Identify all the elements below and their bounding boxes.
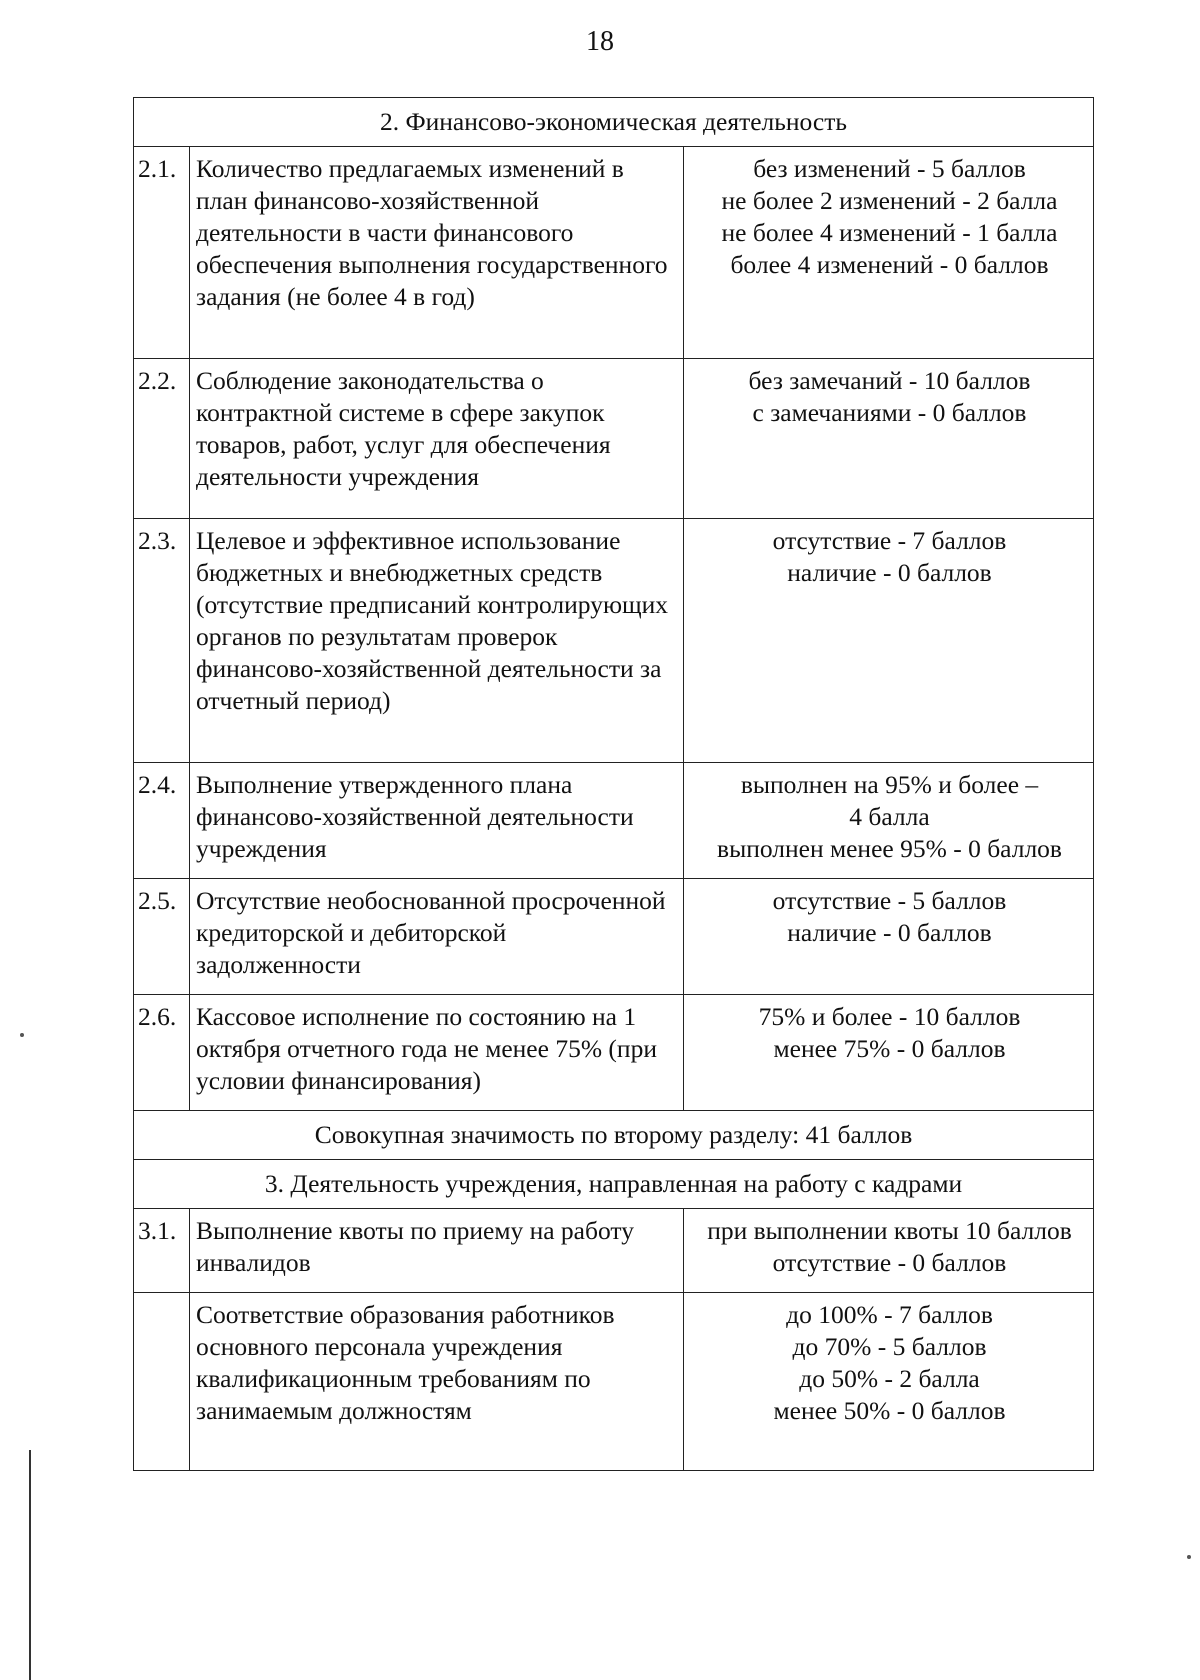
score-line: наличие - 0 баллов — [787, 558, 992, 587]
score-line: наличие - 0 баллов — [787, 918, 992, 947]
row-number: 2.1. — [134, 147, 190, 359]
score-line: без замечаний - 10 баллов — [748, 366, 1031, 395]
table-row — [134, 879, 1094, 995]
table-row — [134, 359, 1094, 519]
section-summary: Совокупная значимость по второму разделу: 41 баллов — [134, 1111, 1094, 1160]
scan-speck — [20, 1033, 24, 1037]
table-row — [134, 519, 1094, 763]
criterion-text: Соблюдение законодательства о контрактной системе в сфере закупок товаров, работ, услуг для обеспечения деятельности учреждения — [190, 359, 684, 519]
score-line: более 4 изменений - 0 баллов — [730, 250, 1049, 279]
score-line: не более 2 изменений - 2 балла — [721, 186, 1058, 215]
score-cell — [684, 995, 1094, 1111]
page-number: 18 — [586, 26, 614, 57]
score-line: не более 4 изменений - 1 балла — [721, 218, 1058, 247]
score-line: с замечаниями - 0 баллов — [752, 398, 1027, 427]
row-number: 2.5. — [134, 879, 190, 995]
score-line: 4 балла — [849, 802, 930, 831]
score-line: отсутствие - 0 баллов — [772, 1248, 1007, 1277]
score-line: менее 50% - 0 баллов — [773, 1396, 1006, 1425]
row-number: 2.2. — [134, 359, 190, 519]
score-line: при выполнении квоты 10 баллов — [707, 1216, 1072, 1245]
score-cell — [684, 147, 1094, 359]
row-number: 2.4. — [134, 763, 190, 879]
row-number: 3.1. — [134, 1209, 190, 1293]
row-number: 2.3. — [134, 519, 190, 763]
criterion-text: Кассовое исполнение по состоянию на 1 октября отчетного года не менее 75% (при условии финансирования) — [190, 995, 684, 1111]
criterion-text: Отсутствие необоснованной просроченной кредиторской и дебиторской задолженности — [190, 879, 684, 995]
score-line: до 70% - 5 баллов — [792, 1332, 987, 1361]
scan-speck — [1187, 1555, 1191, 1559]
criterion-text: Целевое и эффективное использование бюджетных и внебюджетных средств (отсутствие предписаний контролирующих органов по результатам проверок финансово-хозяйственной деятельности за отчетный период) — [190, 519, 684, 763]
score-line: до 50% - 2 балла — [799, 1364, 980, 1393]
score-line: выполнен на 95% и более – — [740, 770, 1039, 799]
score-line: отсутствие - 5 баллов — [772, 886, 1007, 915]
scan-margin-line — [29, 1450, 31, 1680]
score-line: без изменений - 5 баллов — [753, 154, 1026, 183]
score-line: отсутствие - 7 баллов — [772, 526, 1007, 555]
section-summary-row — [134, 1111, 1094, 1160]
table-row — [134, 1209, 1094, 1293]
score-line: 75% и более - 10 баллов — [758, 1002, 1021, 1031]
score-line: выполнен менее 95% - 0 баллов — [717, 834, 1062, 863]
section-header-row — [134, 1160, 1094, 1209]
section-header-row — [134, 98, 1094, 147]
criterion-text: Количество предлагаемых изменений в план финансово-хозяйственной деятельности в части финансового обеспечения выполнения государственного задания (не более 4 в год) — [190, 147, 684, 359]
score-cell — [684, 519, 1094, 763]
score-cell — [684, 1293, 1094, 1471]
score-cell — [684, 763, 1094, 879]
criterion-text: Соответствие образования работников основного персонала учреждения квалификационным требованиям по занимаемым должностям — [190, 1293, 684, 1471]
score-cell — [684, 879, 1094, 995]
criterion-text: Выполнение квоты по приему на работу инвалидов — [190, 1209, 684, 1293]
table-row — [134, 1293, 1094, 1471]
criteria-table — [133, 97, 1094, 1471]
table-row — [134, 763, 1094, 879]
row-number: 2.6. — [134, 995, 190, 1111]
table-row — [134, 995, 1094, 1111]
score-line: менее 75% - 0 баллов — [773, 1034, 1006, 1063]
row-number — [134, 1293, 190, 1471]
criterion-text: Выполнение утвержденного плана финансово-хозяйственной деятельности учреждения — [190, 763, 684, 879]
score-line: до 100% - 7 баллов — [786, 1300, 993, 1329]
score-cell — [684, 1209, 1094, 1293]
table-row — [134, 147, 1094, 359]
section-title: 2. Финансово-экономическая деятельность — [134, 98, 1094, 147]
score-cell — [684, 359, 1094, 519]
section-title: 3. Деятельность учреждения, направленная на работу с кадрами — [134, 1160, 1094, 1209]
